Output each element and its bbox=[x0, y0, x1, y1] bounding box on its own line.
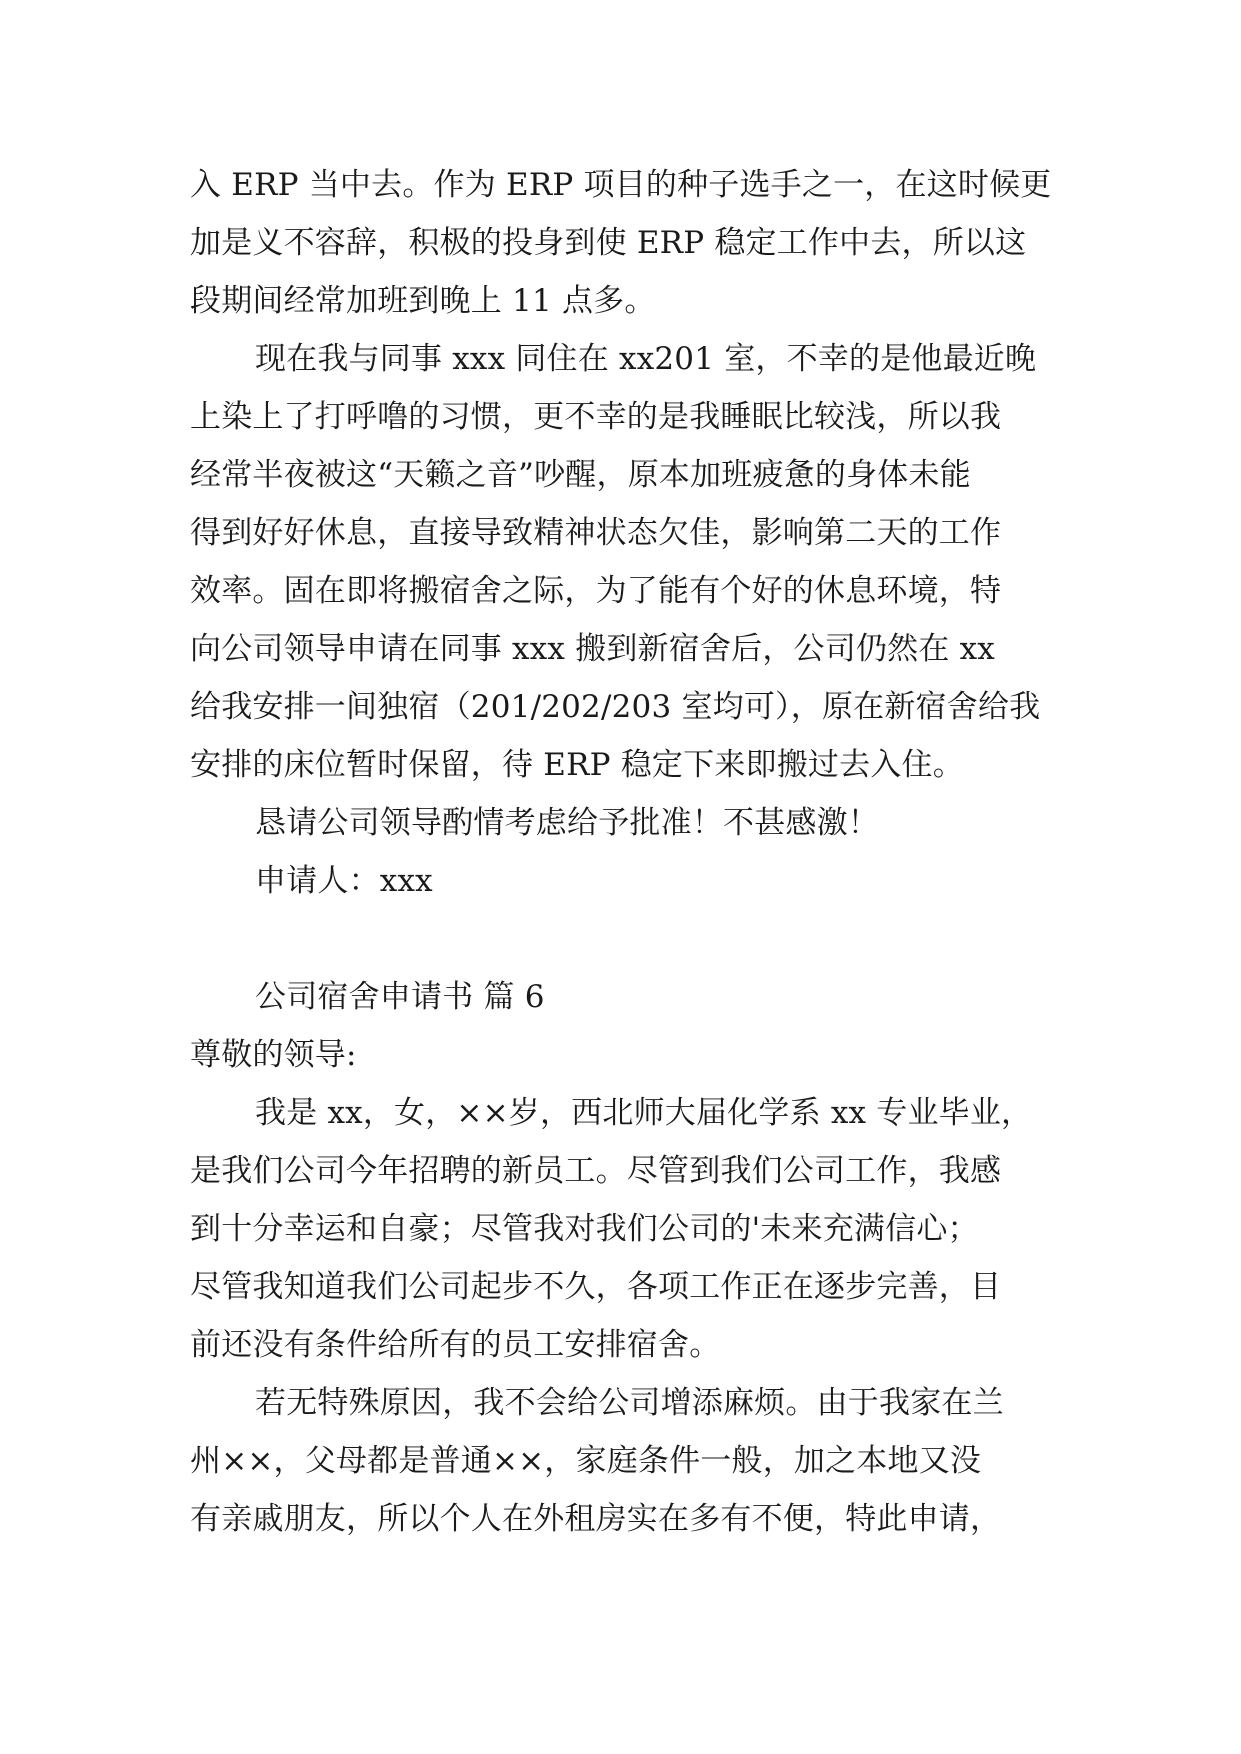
paragraph-line: 若无特殊原因，我不会给公司增添麻烦。由于我家在兰 bbox=[255, 1385, 1004, 1421]
section-title: 公司宿舍申请书 篇 6 bbox=[255, 979, 545, 1015]
paragraph-line: 我是 xx，女，××岁，西北师大届化学系 xx 专业毕业， bbox=[255, 1095, 1033, 1131]
closing-request: 恳请公司领导酌情考虑给予批准！不甚感激！ bbox=[255, 805, 879, 841]
paragraph-line: 给我安排一间独宿（201/202/203 室均可），原在新宿舍给我 bbox=[190, 689, 1041, 725]
paragraph-line: 有亲戚朋友，所以个人在外租房实在多有不便，特此申请， bbox=[190, 1501, 1002, 1537]
paragraph-line: 现在我与同事 xxx 同住在 xx201 室，不幸的是他最近晚 bbox=[255, 341, 1037, 377]
paragraph-line: 经常半夜被这“天籁之音”吵醒，原本加班疲惫的身体未能 bbox=[190, 457, 971, 493]
paragraph-line: 尽管我知道我们公司起步不久，各项工作正在逐步完善，目 bbox=[190, 1269, 1002, 1305]
paragraph-line: 得到好好休息，直接导致精神状态欠佳，影响第二天的工作 bbox=[190, 515, 1002, 551]
paragraph-line: 安排的床位暂时保留，待 ERP 稳定下来即搬过去入住。 bbox=[190, 747, 964, 783]
applicant-signature: 申请人：xxx bbox=[255, 863, 433, 899]
paragraph-line: 州××，父母都是普通××，家庭条件一般，加之本地又没 bbox=[190, 1443, 982, 1479]
paragraph-line: 效率。固在即将搬宿舍之际，为了能有个好的休息环境，特 bbox=[190, 573, 1002, 609]
paragraph-line: 上染上了打呼噜的习惯，更不幸的是我睡眠比较浅，所以我 bbox=[190, 399, 1002, 435]
paragraph-line: 向公司领导申请在同事 xxx 搬到新宿舍后，公司仍然在 xx bbox=[190, 631, 995, 667]
paragraph-line: 段期间经常加班到晚上 11 点多。 bbox=[190, 283, 656, 319]
paragraph-line: 到十分幸运和自豪；尽管我对我们公司的'未来充满信心； bbox=[190, 1211, 979, 1247]
salutation: 尊敬的领导: bbox=[190, 1037, 357, 1073]
paragraph-line: 入 ERP 当中去。作为 ERP 项目的种子选手之一，在这时候更 bbox=[190, 167, 1052, 203]
paragraph-line: 是我们公司今年招聘的新员工。尽管到我们公司工作，我感 bbox=[190, 1153, 1002, 1189]
paragraph-line: 前还没有条件给所有的员工安排宿舍。 bbox=[190, 1327, 721, 1363]
paragraph-line: 加是义不容辞，积极的投身到使 ERP 稳定工作中去，所以这 bbox=[190, 225, 1027, 261]
